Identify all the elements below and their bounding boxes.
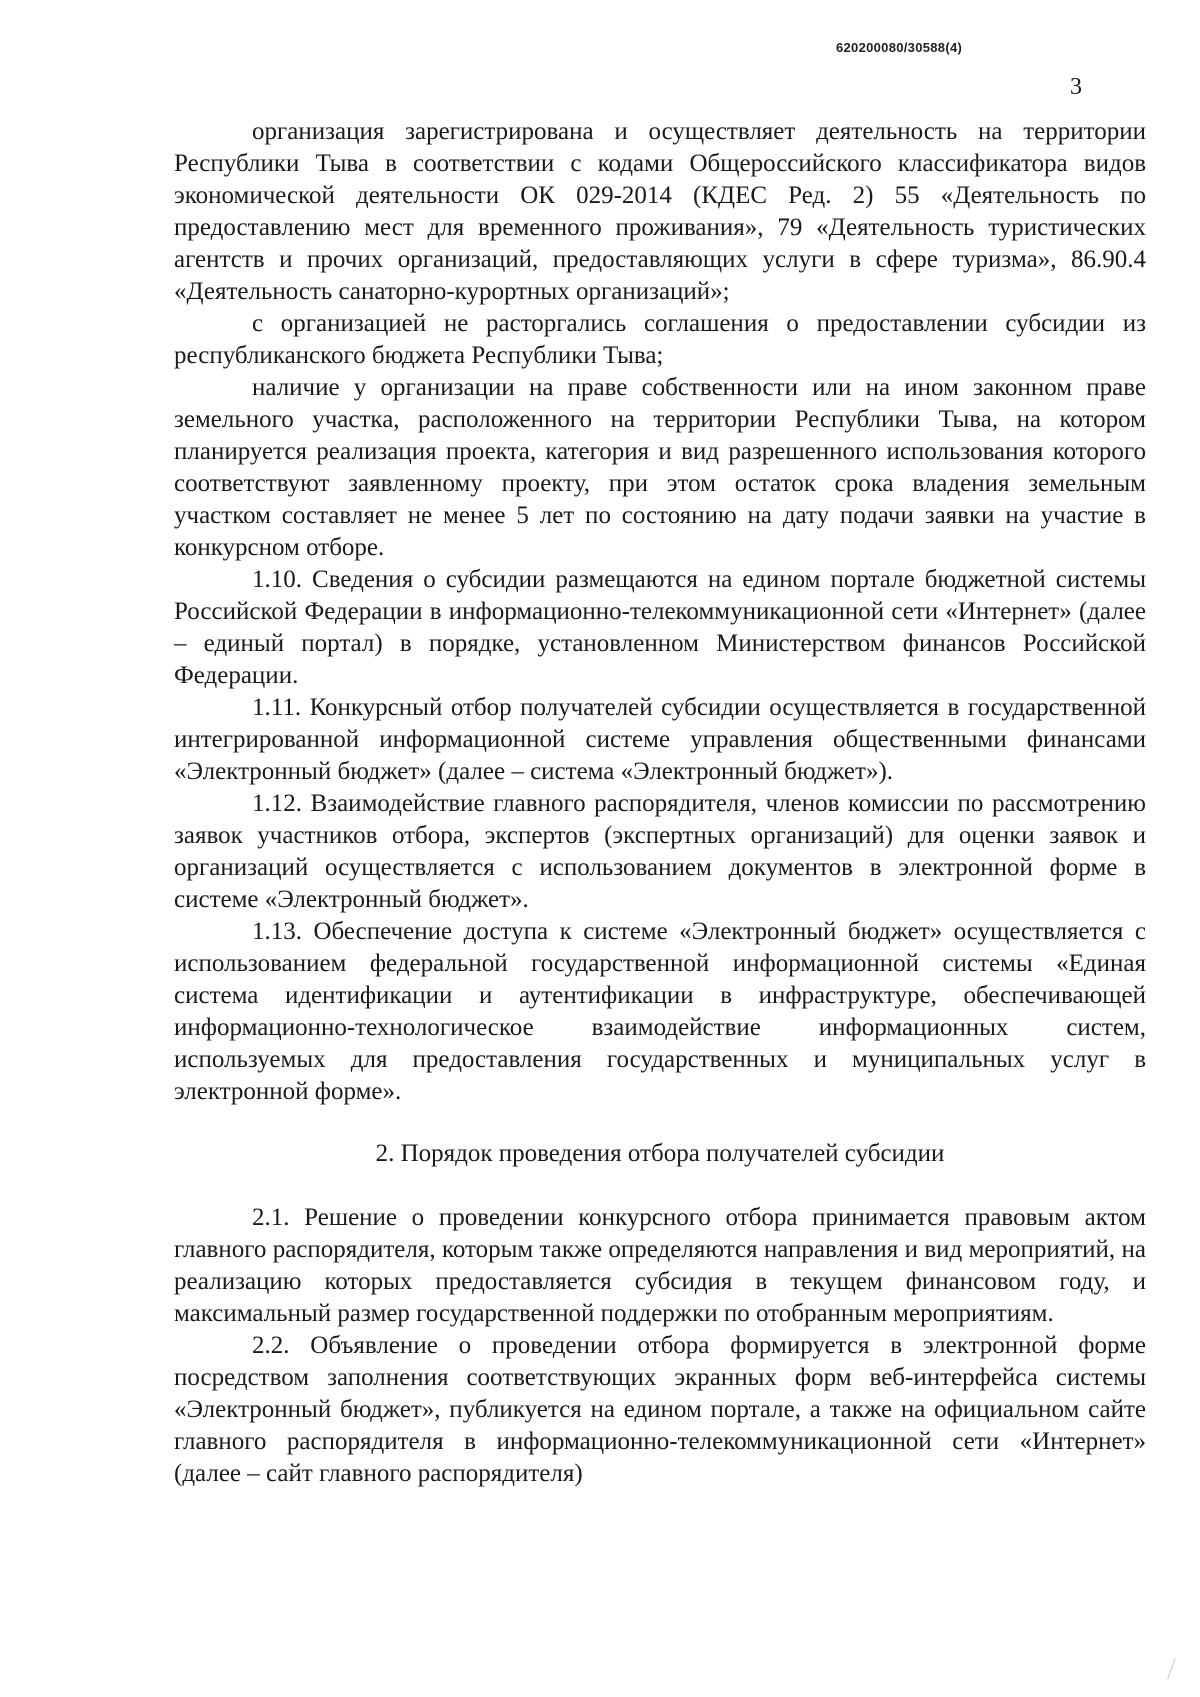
paragraph: наличие у организации на праве собственности или на ином законном праве земельного участка, расположенного на территории Республики Тыва, на котором планируется реализация проекта, категория и вид разрешенного использования которого соответствуют заявленному проекту, при этом остаток срока владения земельным участком составляет не менее 5 лет по состоянию на дату подачи заявки на участие в конкурсном отборе. xyxy=(174,374,1146,561)
scan-mark xyxy=(1161,1656,1175,1679)
paragraph-1-13: 1.13. Обеспечение доступа к системе «Электронный бюджет» осуществляется с использованием федеральной государственной информационной системы «Единая система идентификации и аутентификации в инфраструктуре, обеспечивающей информационно-технологическое взаимодействие информационных систем, используемых для предоставления государственных и муниципальных услуг в электронной форме». xyxy=(174,918,1146,1105)
paragraph-2-2: 2.2. Объявление о проведении отбора формируется в электронной форме посредством заполнения соответствующих экранных форм веб-интерфейса системы «Электронный бюджет», публикуется на едином портале, а также на официальном сайте главного распорядителя в информационно-телекоммуникационной сети «Интернет» (далее – сайт главного распорядителя) xyxy=(174,1332,1146,1487)
paragraph-2-1: 2.1. Решение о проведении конкурсного отбора принимается правовым актом главного распорядителя, которым также определяются направления и вид мероприятий, на реализацию которых предоставляется субсидия в текущем финансовом году, и максимальный размер государственной поддержки по отобранным мероприятиям. xyxy=(174,1204,1146,1327)
page-number: 3 xyxy=(1070,74,1082,100)
paragraph: организация зарегистрирована и осуществляет деятельность на территории Республики Тыва в соответствии с кодами Общероссийского классификатора видов экономической деятельности ОК 029-2014 (КДЕС Ред. 2) 55 «Деятельность по предоставлению мест для временного проживания», 79 «Деятельность туристических агентств и прочих организаций, предоставляющих услуги в сфере туризма», 86.90.4 «Деятельность санаторно-курортных организаций»; xyxy=(174,118,1146,305)
document-body xyxy=(174,116,1146,1490)
paragraph-1-10: 1.10. Сведения о субсидии размещаются на едином портале бюджетной системы Российской Федерации в информационно-телекоммуникационной сети «Интернет» (далее – единый портал) в порядке, установленном Министерством финансов Российской Федерации. xyxy=(174,566,1146,689)
section-heading: 2. Порядок проведения отбора получателей субсидии xyxy=(375,1140,945,1167)
document-code: 620200080/30588(4) xyxy=(836,40,963,55)
paragraph-1-12: 1.12. Взаимодействие главного распорядителя, членов комиссии по рассмотрению заявок участников отбора, экспертов (экспертных организаций) для оценки заявок и организаций осуществляется с использованием документов в электронной форме в системе «Электронный бюджет». xyxy=(174,790,1146,913)
paragraph: с организацией не расторгались соглашения о предоставлении субсидии из республиканского бюджета Республики Тыва; xyxy=(174,310,1146,369)
paragraph-1-11: 1.11. Конкурсный отбор получателей субсидии осуществляется в государственной интегрированной информационной системе управления общественными финансами «Электронный бюджет» (далее – система «Электронный бюджет»). xyxy=(174,694,1146,785)
